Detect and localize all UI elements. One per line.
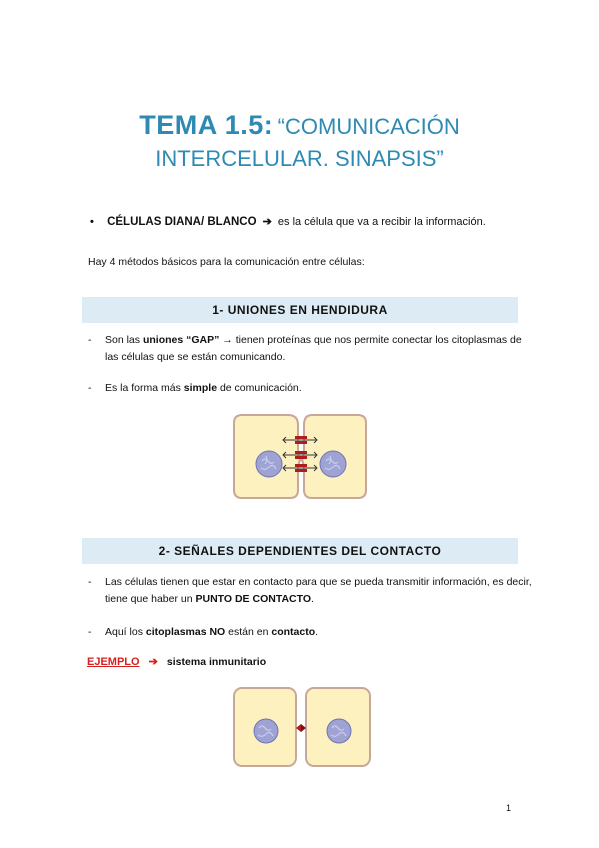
dash-marker: -	[88, 626, 92, 638]
item-text: Aquí los citoplasmas NO están en contacto.	[105, 626, 319, 638]
section-heading-1: 1- UNIONES EN HENDIDURA	[82, 297, 518, 323]
section1-item-1	[88, 332, 522, 366]
contact-signal-illustration	[228, 684, 376, 770]
dash-marker: -	[88, 576, 92, 588]
item-text: Las células tienen que estar en contacto para que se pueda transmitir información, es decir, tiene que haber un PUNTO DE CONTACTO.	[105, 576, 532, 605]
section2-item-1	[88, 574, 532, 608]
target-cell-bullet	[90, 215, 486, 228]
gap-junction-illustration	[228, 410, 374, 502]
dash-marker: -	[88, 382, 92, 394]
example-row	[87, 655, 266, 668]
item-text: Son las uniones “GAP” → tienen proteínas que nos permite conectar los citoplasmas de las células que se están comunicando.	[105, 334, 522, 363]
bullet-dot: •	[90, 216, 94, 228]
section2-item-2	[88, 624, 518, 641]
red-arrow-icon: ➔	[148, 656, 158, 668]
page-title	[0, 110, 599, 141]
title-strong: TEMA 1.5:	[139, 110, 274, 140]
contact-point-marker	[296, 724, 306, 732]
right-arrow-icon: ➔	[262, 216, 272, 228]
section-heading-2: 2- SEÑALES DEPENDIENTES DEL CONTACTO	[82, 538, 518, 564]
page-subtitle: INTERCELULAR. SINAPSIS”	[155, 146, 444, 171]
target-cell-term: CÉLULAS DIANA/ BLANCO	[107, 216, 257, 228]
page-number: 1	[506, 803, 512, 813]
example-label: EJEMPLO	[87, 656, 140, 668]
title-rest: “COMUNICACIÓN	[277, 114, 460, 139]
right-nucleus	[327, 719, 351, 743]
target-cell-definition: es la célula que va a recibir la información.	[277, 216, 486, 228]
right-nucleus	[320, 451, 346, 477]
item-text: Es la forma más simple de comunicación.	[105, 382, 302, 394]
left-nucleus	[254, 719, 278, 743]
dash-marker: -	[88, 334, 92, 346]
section1-item-2	[88, 380, 518, 397]
example-value: sistema inmunitario	[166, 656, 267, 668]
gap-junction-proteins	[295, 436, 307, 472]
left-nucleus	[256, 451, 282, 477]
intro-text: Hay 4 métodos básicos para la comunicación entre células:	[88, 256, 365, 268]
